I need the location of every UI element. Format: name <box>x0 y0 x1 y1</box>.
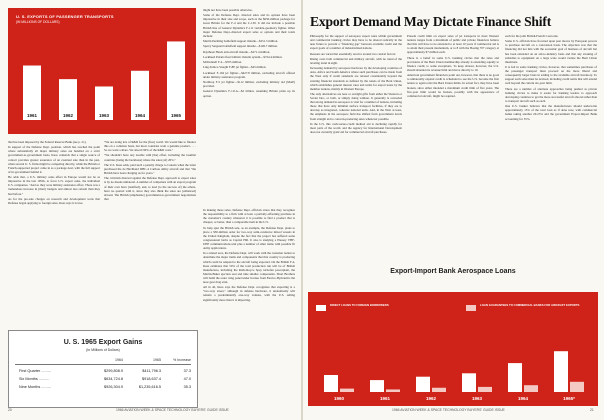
left-column-4 <box>203 208 295 303</box>
x-tick-label: 1963 <box>471 396 483 401</box>
bar-1962-series1 <box>416 377 430 392</box>
table-cell-1965: $918,637.4 <box>141 377 161 381</box>
legend-swatch <box>316 305 326 311</box>
table-cell-1964: $299,808.9 <box>103 369 123 373</box>
paragraph: In a related area, the Defense Dept. will work with the customer nation to determine the major items and components that that country is producing which could be adapted to the aircraft being exported. On the British F-4, Kuss estimates that 50% of the total production run will be of British manufacture, including the Rolls-Royce Spey turbofan powerplant, the Martin-Baker ejection seat and nine smaller components. Short Brothers will build the outer wing panel under license from Electro-Hydraulics the nose gear drag strut. <box>203 251 295 284</box>
table-row-label: Nine Months ......... <box>19 385 51 389</box>
paragraph: Raytheon Hawk anti-aircraft missile—$271.4 million. <box>203 49 271 54</box>
table-row-label: First Quarter ......... <box>19 369 51 373</box>
left-page-number: 20 <box>8 408 12 412</box>
table-row-label: Six Months .......... <box>19 377 50 381</box>
right-running-foot: 1966 AVIATION WEEK & SPACE TECHNOLOGY BUYERS' GUIDE ISSUE <box>392 408 505 412</box>
paragraph: "We shouldn't have any trouble with [the] effort, including the Gaullist countries [being the backbone] where the sales [of] 20%." <box>104 153 196 162</box>
left-column-3 <box>203 8 295 99</box>
paragraph: Present credit limit on export sales of jet transports in most Western nations ranges from a maximum of public and private financiers believe that this will have to be extended to at least 10 years if commercial aid is to attain their present momentum, or to 8 with the Boeing 707 category at approximately $7 million each. <box>407 34 499 55</box>
x-tick-label: 1961 <box>379 396 391 401</box>
x-tick-label: 1965* <box>563 396 575 401</box>
paragraph: Sperry Sergeant battlefield support missile—$149.7 million. <box>203 44 278 49</box>
x-tick-label: 1962 <box>425 396 437 401</box>
table-title: U. S. 1965 Export Gains <box>63 339 143 346</box>
paragraph: As for the pre-sale charges on research and development work that Defense began applying to foreign sales, Kuss says it is true. <box>8 196 100 205</box>
paragraph: All in all, Kuss says the Defense Dept. recognizes that exporting is a "two-way street," although in defense hardware, it undoubtedly will remain a predominantly one-way venture, with the U.S. selling significantly more than it is importing. <box>203 285 295 302</box>
bar-1964-series1 <box>508 363 522 392</box>
bar-1963-series1 <box>462 373 476 392</box>
exports-bar-chart <box>8 8 196 134</box>
paragraph: In support of the Defense Dept. position, which has reached the point where substantially all major military sales are handled on a strict government-to-government basis, Kuss contends that a single source of contact provides greater assurance of an eventual sale than in the past, when several U. S. firms might be competing directly, while the British or French-supported project came in as a package deal, with the full support of its government behind it. <box>8 145 100 174</box>
table-cell-1964: $634,724.8 <box>103 377 123 381</box>
left-column-1 <box>8 140 100 206</box>
paragraph: Reasons are varied but essentially revolve around two central factors: <box>310 51 396 56</box>
table-rule <box>15 364 191 365</box>
paragraph: might not have been possible otherwise. <box>203 8 253 12</box>
table-cell-1965: $411,796.3 <box>142 369 161 373</box>
x-tick-label: 1962 <box>62 113 74 118</box>
table-cell-increase: 47.0 <box>183 377 191 381</box>
paragraph: Some of the Defense Dept. directed sales and its options have been impressive in their size and scope, such as the $650-million package for Great Britain for the F-4 and the C-130. It did not include a possible British line of General Dynamics F-111 variable-geometry fighter. Other major Defense Dept.-directed export sales or options and their totals include: <box>203 13 295 38</box>
paragraph: Northrop F-5 jet fighter—$112 million, excluding military aid (MAP) provided. <box>203 80 295 89</box>
paragraph: Some U.S. officials have frowned upon past moves by European powers to purchase aircraft on a concession basis. The objection was that the financing did not mix with the economic goal of business of aircraft but has been extended on an aid-to-industry basis and that any stroking of subsidies to equipment on a large scale would violate the Bern Union intentions. <box>505 39 597 64</box>
article-headline: Export Demand May Dictate Finance Shift <box>310 14 552 29</box>
paragraph: Martin Pershing battlefield support missile—$251.5 million. <box>203 39 279 44</box>
table-cell-increase: 35.3 <box>183 385 191 389</box>
bar-1960-series2 <box>340 389 354 392</box>
paragraph: that has been imposed by the Federal Reserve Bank (see p. 21). <box>8 140 87 144</box>
x-tick-label: 1960 <box>333 396 345 401</box>
legend-swatch <box>466 305 476 311</box>
bar-1963-series2 <box>478 387 492 392</box>
table-subtitle: (In Millions of Dollars) <box>86 348 120 352</box>
export-gains-table <box>8 330 198 408</box>
table-header-increase: % Increase <box>173 358 191 362</box>
exports-bar-chart-plot <box>8 8 196 134</box>
x-tick-label: 1964 <box>134 113 146 118</box>
bar-1964-series2 <box>524 385 538 392</box>
paragraph: Rising costs both commercial and military aircraft, with no trend of the leveling trend in sight. <box>310 56 402 65</box>
bar-1961-series1 <box>370 380 384 392</box>
table-header-1965: 1965 <box>153 358 161 362</box>
paragraph: McDonnell F-4—$705 million. <box>203 60 242 65</box>
paragraph: In making these sales, Defense Dept. officials stress that they recognize the responsibility to a firm with at least a partially-offsetting purchase in the customer's country whenever it is possible to find a product that is cheaper, or better, than a comparable item in the U.S. <box>203 208 295 225</box>
paragraph: The only alternatives are near or outright gifts from either the Western or Soviet bloc, or both, or simply doing without. It generally is conceded that strong demand in aerospace is vital for a number of nations, including those that have only minimal surface transport facilities, if they are to develop as integrated, cohesive national units. And, in the West at least, the emphasis in the aerospace field has shifted from government levels from straight aid to concern-producing sales whenever possible. <box>310 91 403 121</box>
bar-1965*-series2 <box>570 382 584 392</box>
left-running-foot: 1966 AVIATION WEEK & SPACE TECHNOLOGY BUYERS' GUIDE ISSUE <box>116 408 229 412</box>
x-tick-label: 1964 <box>517 396 529 401</box>
paragraph: General Dynamics F-111A—$2 billion, assuming Britain picks up its option. <box>203 89 295 98</box>
bar-1962-series2 <box>432 388 446 392</box>
paragraph: There is a belief in some U.S. banking circles that the rules and provisions of the Bern Union membership already is extending equally to finance credit, to some exceptions. To keep abreast, however, the U.S. should abandon its revenue limit and move directly to 10. <box>407 55 499 72</box>
table-cell-increase: 37.3 <box>183 369 191 373</box>
paragraph: Lockheed F-104 jet fighter—$427.8 million, excluding aircraft offered under military assistance program. <box>203 70 295 79</box>
right-page-number: 21 <box>590 408 594 412</box>
x-tick-label: 1963 <box>98 113 110 118</box>
paragraph: American government financiers point out, however, that there is no good to unilaterally expand credit is scheduled to see the U.S. become the first nation to again relax the Bern Union limits. In actual fact, they have been broken, since either intended a maximum credit limit of five years. The five-year limit would be broken, possibly with the appearance of commercial aircraft, might be required. <box>407 73 499 98</box>
right-column-3 <box>505 34 597 122</box>
paragraph: Lockheed Polaris fleet ballistic missile system—$724.4 million. <box>203 54 283 59</box>
paragraph: One U.S. banker believes that the manufacturers should underwrite approximately 15% of the total loan as if done now, with commercial banks taking another 20-25% and the government Export-Import Bank accounting for 55%. <box>505 104 597 121</box>
bar-1961 <box>23 66 41 120</box>
right-column-1 <box>310 34 402 135</box>
paragraph: Increasing demand by aerospace hardware by the developing countries of Asia, Africa and South America where such purchases can be made from the West only if credit standards are relaxed considerably beyond the existing financial standards as defined by the tenets of the Bern Union, which establishes general interest rates and terms for export loans by the member nations, mainly in Western Europe. <box>310 66 402 91</box>
table-cell-1964: $926,304.9 <box>103 385 123 389</box>
bar-1961-series2 <box>386 389 400 392</box>
eximbank-loans-plot <box>308 292 598 406</box>
paragraph: It is felt in some banking circles, however, that sometimes purchases of the passenger transport must proceed on the more liberal and consequently larger basis in adding to the available aircraft inventory. To support such sales must be devised, including credit terms that will extend well beyond the current six-year limit. <box>505 65 597 86</box>
legend-direct-loans: DIRECT LOANS TO FOREIGN BORROWERS <box>330 303 389 307</box>
bar-1965 <box>167 41 185 120</box>
chart-title: U. S. EXPORTS OF PASSENGER TRANSPORTS <box>16 14 114 19</box>
chart2-title: Export-Import Bank Aerospace Loans <box>390 268 516 275</box>
paragraph: "We are doing lots of R&D for the [free] world. We would like to finance this on a common basis, but most countries want a genuine product. . . . So we want a share. We absorb 90% of the R&D costs." <box>104 140 196 153</box>
paragraph: In the U.S. this cash-versus-credit method aid is declining rapidly for most parts of the world, and the Agency for International Development does not currently grant aid for commercial aircraft purchases. <box>310 121 402 134</box>
legend-loan-guarantees: LOAN GUARANTEES TO COMMERCIAL BANKS FOR AIRCRAFT EXPORTS <box>480 303 580 307</box>
page-spine <box>301 0 303 420</box>
paragraph: To help spur the British sale, as an example, the Defense Dept. plans to place a $50-million order for two-way semi-conductor mixed vessels in the United Kingdom, despite the fact that the project has suffered some congressional barbs as Capitol Hill. It also is studying a Plessey VHF-UHF communications unit plus a number of other items with possible fit Army applications. <box>203 225 295 251</box>
chart-subtitle: (IN MILLIONS OF DOLLARS) <box>16 20 60 24</box>
x-tick-label: 1965 <box>170 113 182 118</box>
paragraph: The criticism directed against the Defense Dept. approach to export sales is by no means unilateral. A number of companies with an export program of their own have [testified], and, to lead [to the success of] the others, have no quarrel with it, since they also think the sales are [enhanced] abroad. The British [emphasize] government-to-government negotiations that <box>104 176 196 201</box>
paragraph: The U.S. Kuss adds, paid such a penalty charge to Canada when the latter purchased the de Havilland DHC-4 Caribou utility aircraft and that "the British have been charging us for years." <box>104 162 196 176</box>
paragraph: Philosophy for the support of aerospace export sales within government and commercial banking circles may have to be altered radically in the near future to prevent a "financing gap" between available credit and the export goals of a number of industrialized nations. <box>310 34 402 51</box>
bar-1965*-series1 <box>554 351 568 392</box>
paragraph: He adds that, a U.S. military sales effort in Europe would not be as impressive in the late 1950s, to force U.S. export sales, the individual U.S. companies. "And so they were military assistance effort. There was a tremendous increase in [their] budgets and almost less reform than they had before." <box>8 175 100 196</box>
table-header-1964: 1964 <box>115 358 123 362</box>
paragraph: each for the joint British-French Concorde. <box>505 34 559 38</box>
table-cell-1965: $1,235,616.5 <box>138 385 161 389</box>
right-column-2 <box>407 34 499 99</box>
paragraph: There are a number of alternate approaches being pushed as private banking circles to make it easier for banking leaders to approach developing countries to get the more successful aircraft abroad rather than to transport aircraft such as each. <box>505 86 597 103</box>
left-column-2 <box>104 140 196 202</box>
eximbank-loans-chart <box>308 268 598 406</box>
paragraph: Ling-Temco-Vought F-8E jet fighter—$45 million. <box>203 65 267 70</box>
bar-1960-series1 <box>324 375 338 392</box>
x-tick-label: 1961 <box>26 113 38 118</box>
